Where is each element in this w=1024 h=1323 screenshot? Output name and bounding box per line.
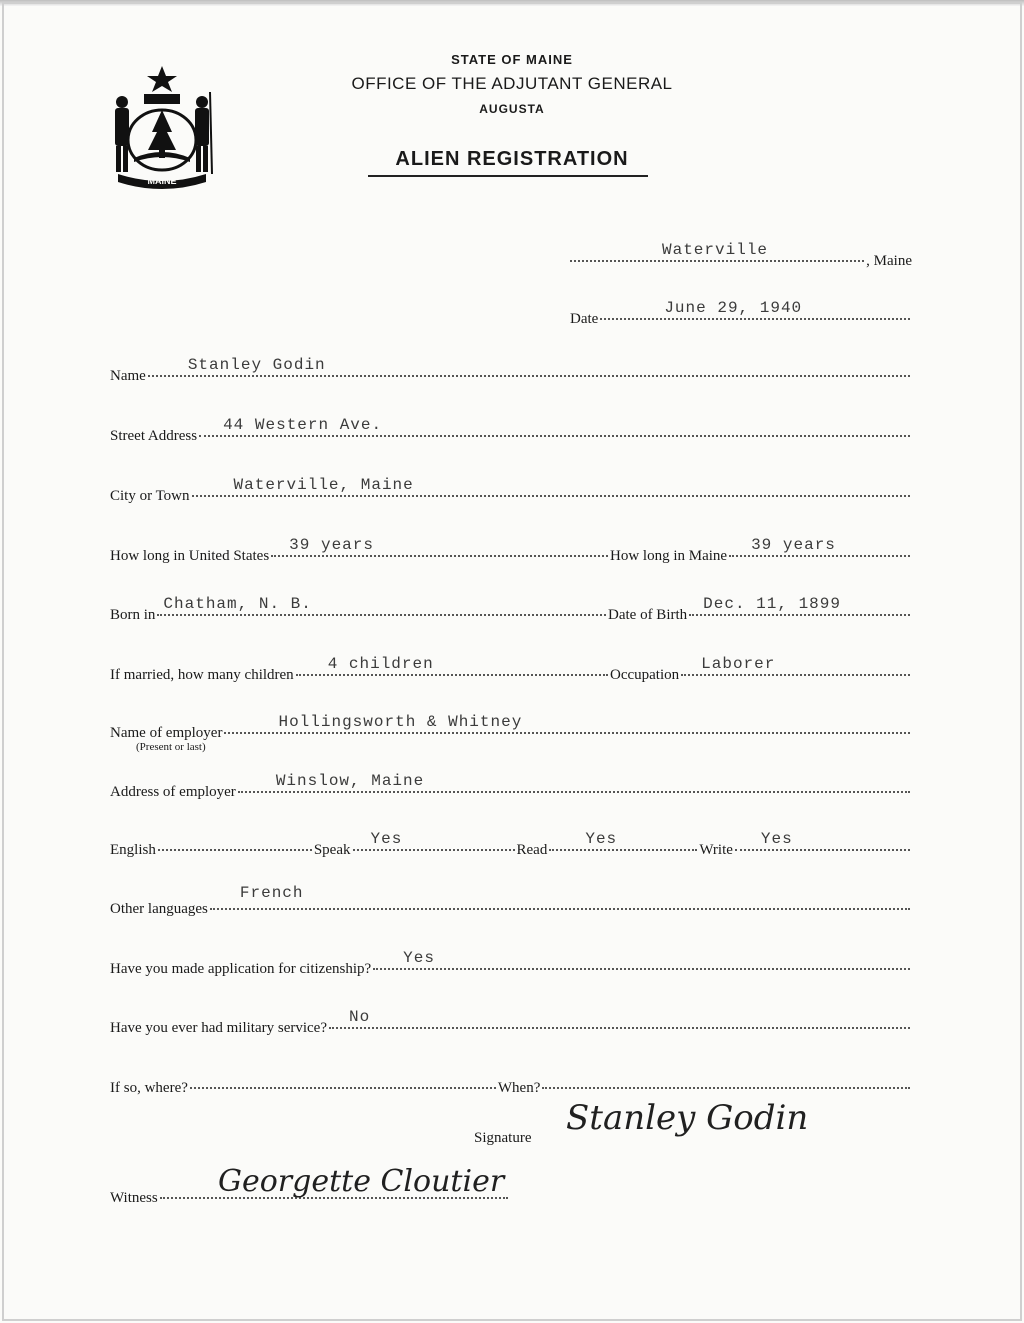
citizenship-label: Have you made application for citizenship? — [110, 961, 372, 977]
date-label: Date — [570, 311, 599, 327]
english-field — [110, 830, 912, 859]
employer-value: Hollingsworth & Whitney — [278, 713, 523, 731]
employer-address-label: Address of employer — [110, 784, 236, 800]
city-town-label: City or Town — [110, 488, 190, 504]
where-label: If so, where? — [110, 1080, 188, 1096]
title-underline — [368, 175, 648, 177]
occupation-field — [610, 655, 912, 684]
place-suffix-label: , Maine — [866, 253, 912, 269]
speak-value: Yes — [370, 830, 403, 848]
occupation-label: Occupation — [610, 667, 680, 683]
employer-label: Name of employer — [110, 725, 223, 741]
date-of-birth-value: Dec. 11, 1899 — [703, 595, 841, 613]
employer-address-field — [110, 772, 912, 801]
us-years-value: 39 years — [289, 536, 374, 554]
form-title: ALIEN REGISTRATION — [395, 148, 629, 170]
svg-text:MAINE: MAINE — [147, 176, 177, 186]
speak-label: Speak — [313, 842, 351, 858]
signature-label: Signature — [474, 1130, 532, 1146]
us-years-field — [110, 536, 610, 565]
name-value: Stanley Godin — [187, 356, 326, 374]
military-label: Have you ever had military service? — [110, 1020, 327, 1036]
military-value: No — [349, 1008, 371, 1026]
office-heading: OFFICE OF THE ADJUTANT GENERAL — [351, 74, 673, 93]
employer-sublabel: (Present or last) — [136, 741, 206, 753]
date-of-birth-label: Date of Birth — [608, 607, 688, 623]
military-field — [110, 1008, 912, 1037]
name-field — [110, 356, 912, 385]
english-label: English — [110, 842, 156, 858]
city-heading: AUGUSTA — [479, 102, 545, 116]
date-field — [570, 299, 912, 328]
occupation-value: Laborer — [701, 655, 776, 673]
city-town-field — [110, 476, 912, 505]
born-in-field — [110, 595, 608, 624]
read-label: Read — [516, 842, 548, 858]
place-value: Waterville — [662, 241, 769, 259]
date-of-birth-field — [608, 595, 912, 624]
maine-years-label: How long in Maine — [610, 548, 728, 564]
employer-field — [110, 713, 912, 742]
us-years-label: How long in United States — [110, 548, 270, 564]
other-languages-field — [110, 884, 912, 918]
children-label: If married, how many children — [110, 667, 294, 683]
born-in-label: Born in — [110, 607, 156, 623]
write-value: Yes — [760, 830, 793, 848]
service-where-when-field — [110, 1080, 912, 1097]
write-label: Write — [699, 842, 733, 858]
born-in-value: Chatham, N. B. — [163, 595, 312, 613]
when-label: When? — [497, 1080, 541, 1096]
scan-top-edge — [0, 0, 1024, 6]
children-field — [110, 655, 610, 684]
citizenship-value: Yes — [403, 949, 435, 967]
name-label: Name — [110, 368, 146, 384]
page-border — [2, 2, 1022, 1321]
other-languages-value: French — [239, 884, 304, 902]
date-value: June 29, 1940 — [664, 299, 803, 317]
maine-years-value: 39 years — [751, 536, 836, 554]
street-address-value: 44 Western Ave. — [223, 416, 383, 434]
read-value: Yes — [585, 830, 618, 848]
state-heading: STATE OF MAINE — [451, 52, 573, 67]
other-languages-label: Other languages — [110, 901, 208, 917]
maine-years-field — [610, 536, 912, 565]
employer-address-value: Winslow, Maine — [275, 772, 425, 790]
children-value: 4 children — [327, 655, 434, 673]
street-address-label: Street Address — [110, 428, 198, 444]
signature-handwriting: Stanley Godin — [566, 1098, 809, 1138]
witness-label: Witness — [110, 1190, 158, 1206]
witness-handwriting: Georgette Cloutier — [218, 1164, 505, 1199]
place-field — [568, 241, 912, 270]
citizenship-field — [110, 949, 912, 978]
city-town-value: Waterville, Maine — [233, 476, 414, 494]
street-address-field — [110, 416, 912, 445]
